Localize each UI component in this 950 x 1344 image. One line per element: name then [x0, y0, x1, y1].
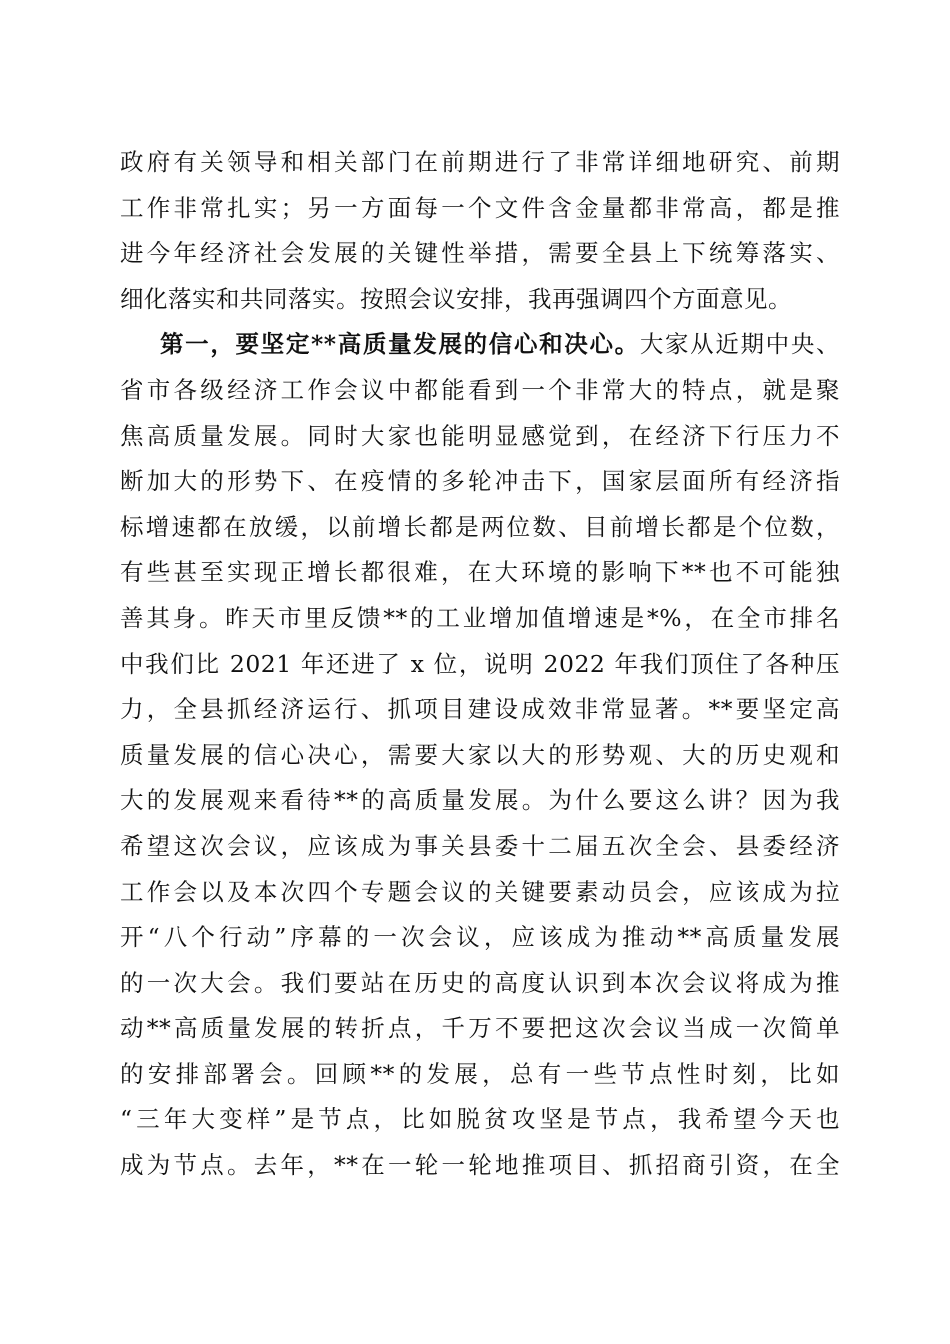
section-heading-line	[120, 322, 840, 368]
text-line: 焦高质量发展。同时大家也能明显感觉到，在经济下行压力不	[120, 421, 840, 450]
text-line: 动**高质量发展的转折点，千万不要把这次会议当成一次简单	[120, 1014, 840, 1043]
body-text	[120, 140, 840, 1189]
text-line: 质量发展的信心决心，需要大家以大的形势观、大的历史观和	[120, 740, 840, 769]
section-heading: 第一，要坚定**高质量发展的信心和决心。	[160, 330, 640, 359]
text-line: 断加大的形势下、在疫情的多轮冲击下，国家层面所有经济指	[120, 467, 840, 496]
text-line: 工作会以及本次四个专题会议的关键要素动员会，应该成为拉	[120, 877, 840, 906]
text-line: 中我们比 2021 年还进了 x 位，说明 2022 年我们顶住了各种压	[120, 649, 840, 678]
text-line: 成为节点。去年，**在一轮一轮地推项目、抓招商引资，在全	[120, 1151, 840, 1180]
text-line: 工作非常扎实；另一方面每一个文件含金量都非常高，都是推	[120, 193, 840, 222]
text-line: 的一次大会。我们要站在历史的高度认识到本次会议将成为推	[120, 968, 840, 997]
text-line: 善其身。昨天市里反馈**的工业增加值增速是*%，在全市排名	[120, 603, 840, 632]
text-line: 希望这次会议，应该成为事关县委十二届五次全会、县委经济	[120, 831, 840, 860]
text-line: 开“八个行动”序幕的一次会议，应该成为推动**高质量发展	[120, 923, 840, 952]
text-line: 大的发展观来看待**的高质量发展。为什么要这么讲？因为我	[120, 786, 840, 815]
text-line: 的安排部署会。回顾**的发展，总有一些节点性时刻，比如	[120, 1059, 840, 1088]
text-line: 进今年经济社会发展的关键性举措，需要全县上下统筹落实、	[120, 239, 840, 268]
text-line: 省市各级经济工作会议中都能看到一个非常大的特点，就是聚	[120, 375, 840, 404]
text-line: “三年大变样”是节点，比如脱贫攻坚是节点，我希望今天也	[120, 1105, 840, 1134]
text-line: 标增速都在放缓，以前增长都是两位数、目前增长都是个位数，	[120, 512, 840, 541]
text-line: 力，全县抓经济运行、抓项目建设成效非常显著。**要坚定高	[120, 695, 840, 724]
text-line: 政府有关领导和相关部门在前期进行了非常详细地研究、前期	[120, 148, 840, 176]
section-heading-rest: 大家从近期中央、	[639, 330, 841, 359]
text-line: 细化落实和共同落实。按照会议安排，我再强调四个方面意见。	[120, 284, 792, 313]
text-line: 有些甚至实现正增长都很难，在大环境的影响下**也不可能独	[120, 558, 840, 587]
